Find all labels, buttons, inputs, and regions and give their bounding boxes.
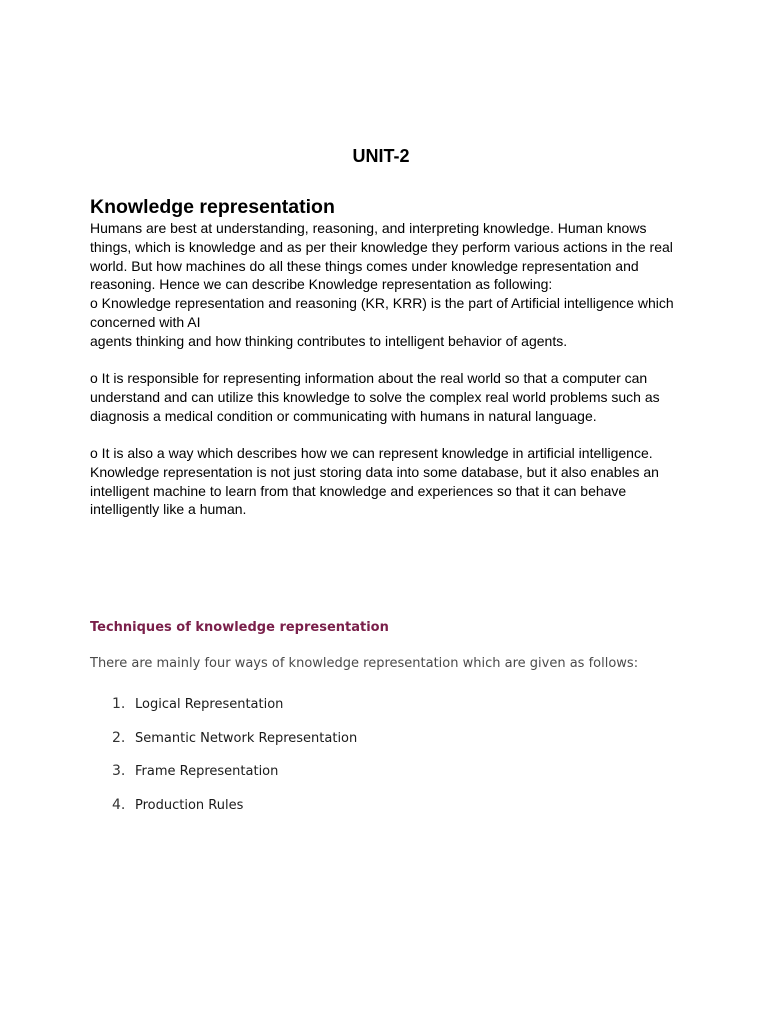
list-label: Frame Representation bbox=[135, 764, 279, 779]
text-line: agents thinking and how thinking contributes to intelligent behavior of agents. bbox=[90, 332, 568, 349]
intro-paragraph bbox=[90, 219, 680, 351]
unit-title: UNIT-2 bbox=[352, 146, 410, 166]
text-line: Knowledge representation is not just storing data into some database, but it also enables an bbox=[90, 463, 659, 480]
list-number: 2. bbox=[112, 729, 126, 746]
list-label: Logical Representation bbox=[135, 697, 284, 712]
text-line: o Knowledge representation and reasoning (KR, KRR) is the part of Artificial intelligence which bbox=[90, 295, 674, 312]
techniques-intro: There are mainly four ways of knowledge representation which are given as follows: bbox=[90, 656, 639, 671]
text-line: intelligent machine to learn from that knowledge and experiences so that it can behave bbox=[90, 482, 627, 499]
text-line: things, which is knowledge and as per their knowledge they perform various actions in the real bbox=[90, 238, 673, 255]
list-number: 3. bbox=[112, 763, 126, 779]
techniques-heading: Techniques of knowledge representation bbox=[90, 620, 389, 635]
text-line: reasoning. Hence we can describe Knowledge representation as following: bbox=[90, 276, 553, 293]
text-line: Humans are best at understanding, reasoning, and interpreting knowledge. Human knows bbox=[90, 220, 647, 236]
list-number: 1. bbox=[112, 696, 126, 712]
text-line: o It is also a way which describes how we can represent knowledge in artificial intelligence. bbox=[90, 445, 653, 461]
text-line: diagnosis a medical condition or communicating with humans in natural language. bbox=[90, 407, 597, 424]
text-line: world. But how machines do all these things comes under knowledge representation and bbox=[90, 257, 639, 274]
definition-paragraph bbox=[90, 444, 680, 519]
text-line: understand and can utilize this knowledge to solve the complex real world problems such as bbox=[90, 388, 660, 405]
list-label: Semantic Network Representation bbox=[135, 730, 358, 746]
list-label: Production Rules bbox=[135, 797, 244, 813]
text-line: intelligently like a human. bbox=[90, 501, 247, 518]
text-line: concerned with AI bbox=[90, 313, 201, 330]
responsibility-paragraph bbox=[90, 369, 680, 425]
list-number: 4. bbox=[112, 796, 126, 813]
text-line: o It is responsible for representing information about the real world so that a computer can bbox=[90, 370, 648, 386]
section-heading: Knowledge representation bbox=[90, 196, 335, 218]
